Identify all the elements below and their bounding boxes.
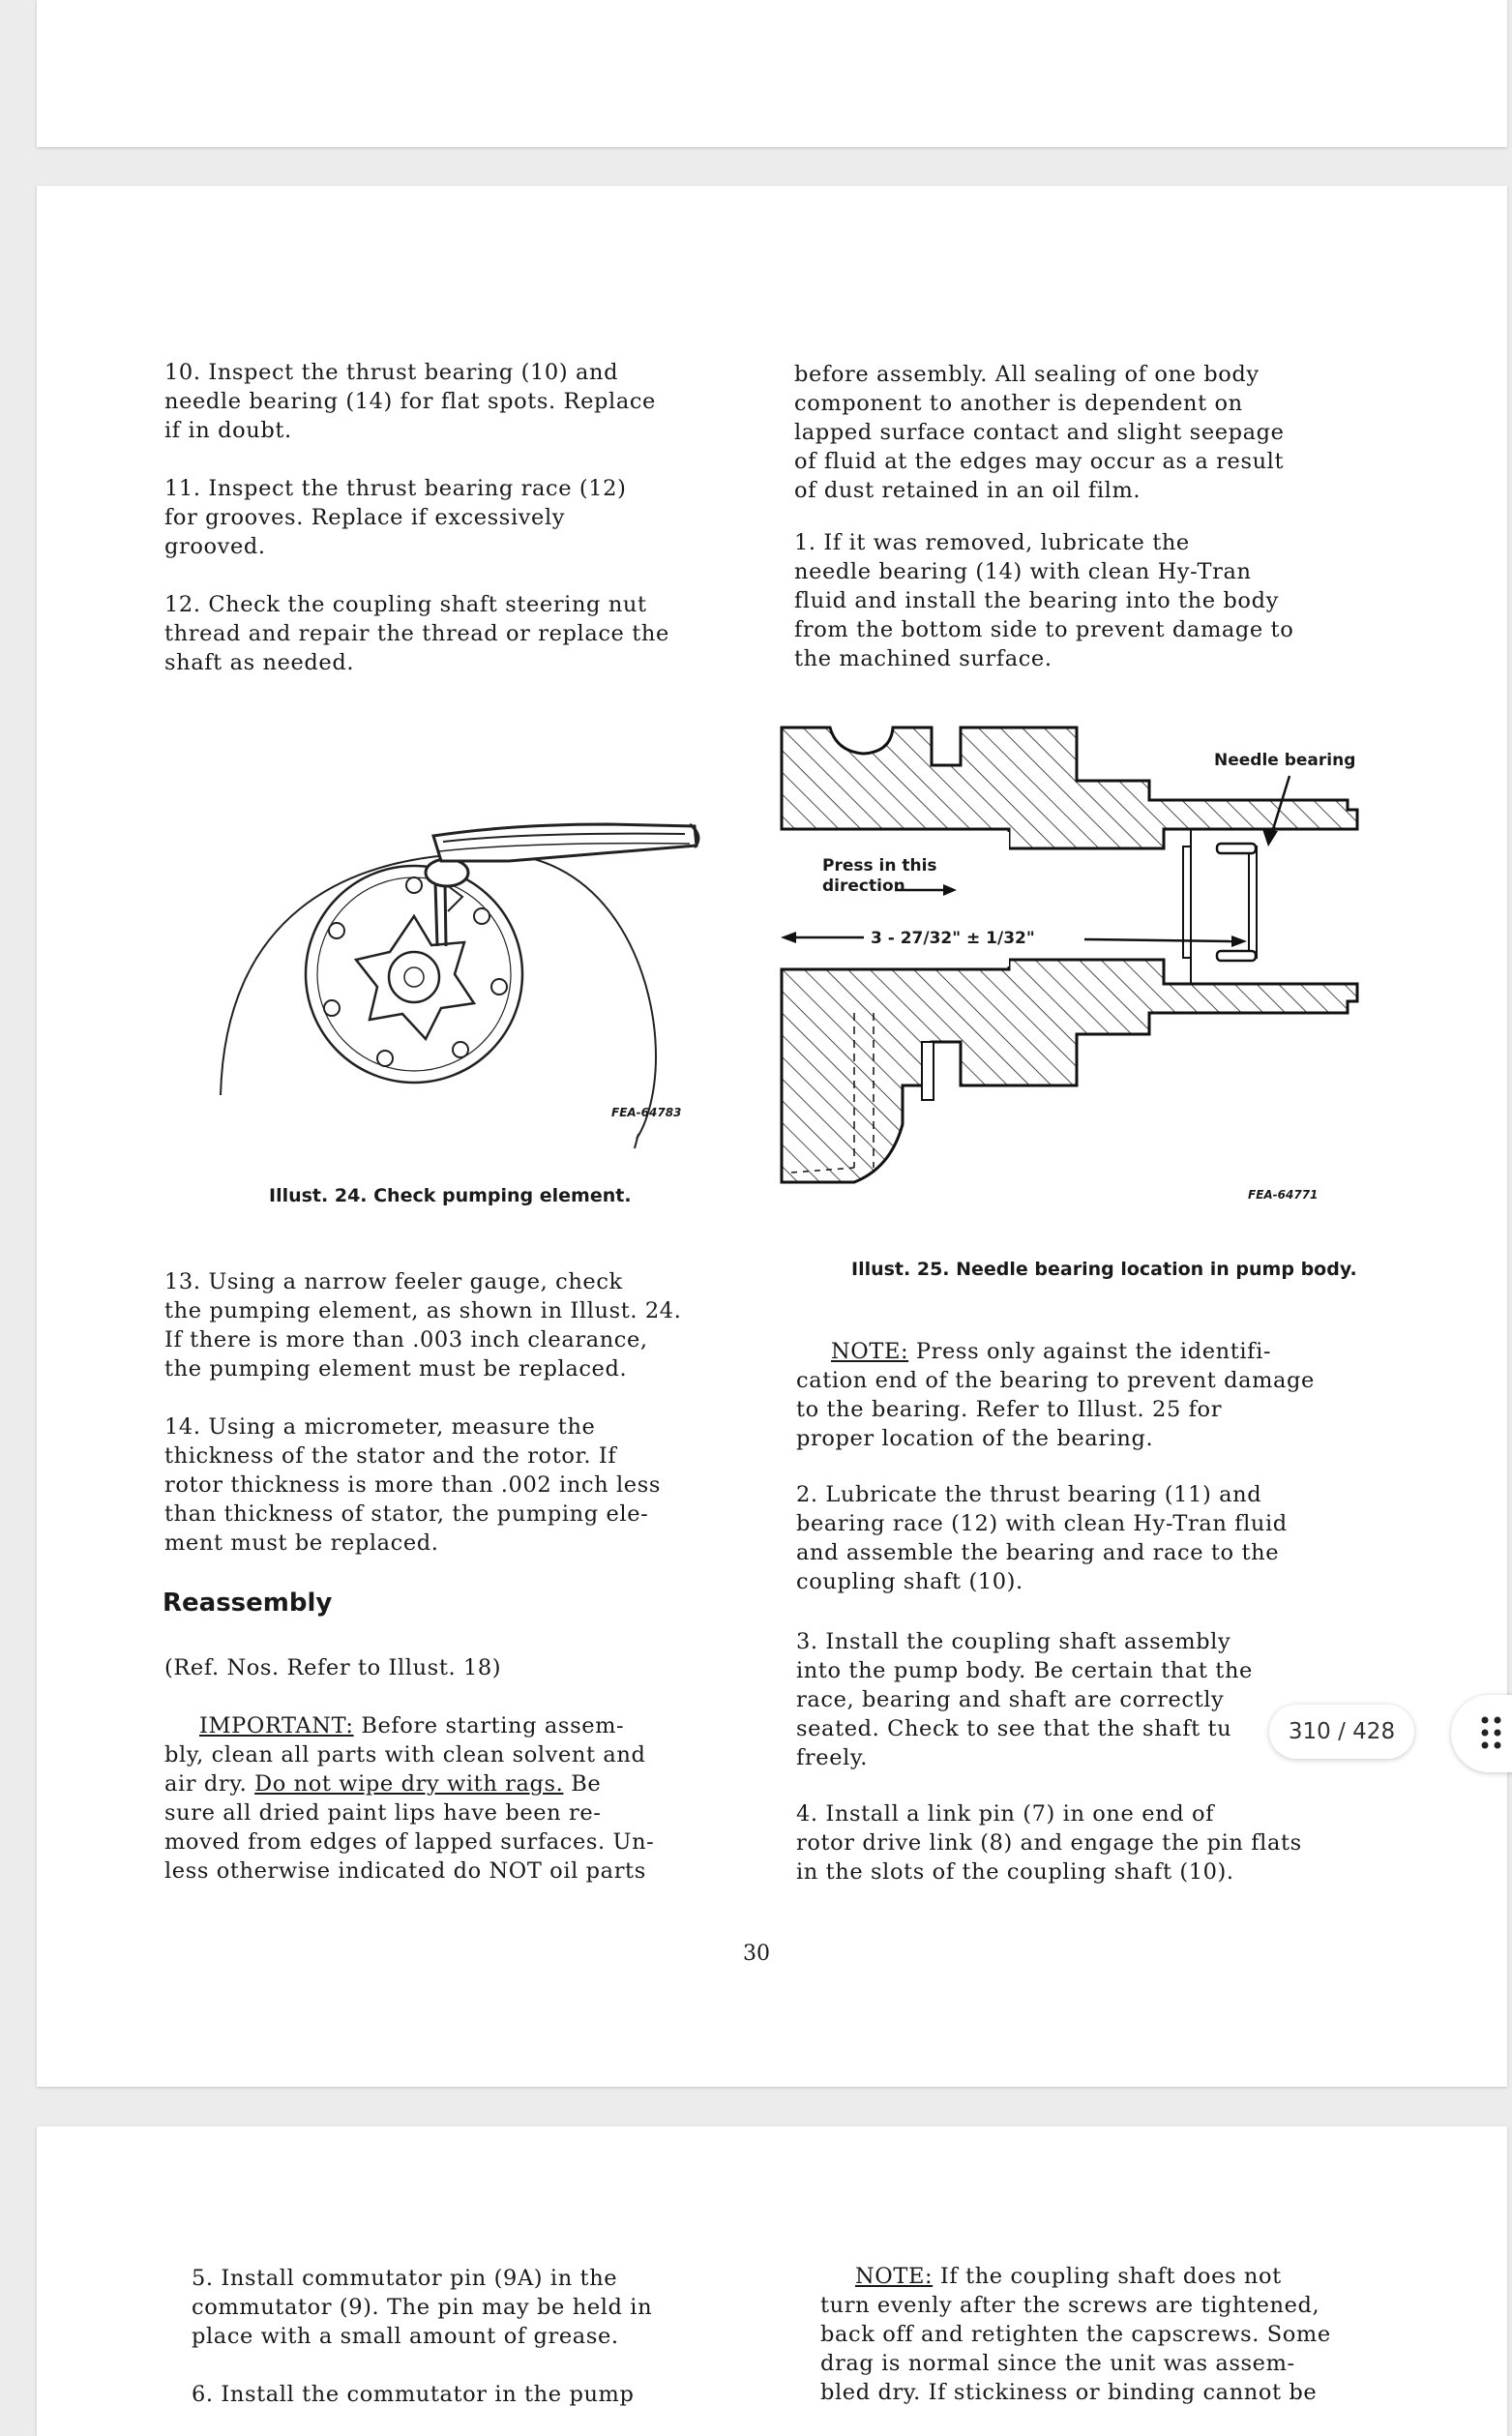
pumping-element-illustration bbox=[201, 728, 743, 1308]
paragraph-item-12: 12. Check the coupling shaft steering nut thread and repair the thread or replace the shaft as needed. bbox=[164, 592, 669, 675]
figure24-code: FEA-64783 bbox=[611, 1106, 682, 1119]
important-label: IMPORTANT: bbox=[199, 1713, 354, 1738]
document-page bbox=[37, 186, 1507, 2087]
figure25-code: FEA-64771 bbox=[1248, 1188, 1319, 1202]
next-note-paragraph: NOTE: If the coupling shaft does not turn evenly after the screws are tightened, back off and retighten the capscrews. Some drag is normal since the unit was assem- bled dry. If stickiness or binding cannot be bbox=[820, 2264, 1331, 2405]
paragraph-item-5: 5. Install commutator pin (9A) in the commutator (9). The pin may be held in place with a small amount of grease. bbox=[192, 2266, 653, 2349]
paragraph-item-14: 14. Using a micrometer, measure the thickness of the stator and the rotor. If rotor thickness is more than .002 inch less than thickness of stator, the pumping ele- ment must be replaced. bbox=[164, 1414, 661, 1556]
note-label: NOTE: bbox=[831, 1339, 909, 1364]
paragraph-intro: before assembly. All sealing of one body component to another is dependent on lapped surface contact and slight seepage of fluid at the edges may occur as a result of dust retained in an oil film. bbox=[794, 362, 1285, 503]
paragraph-item-6: 6. Install the commutator in the pump bbox=[192, 2382, 635, 2407]
paragraph-step-3: 3. Install the coupling shaft assembly into the pump body. Be certain that the race, bearing and shaft are correctly seated. Check to see that the shaft tu freely. bbox=[796, 1629, 1253, 1770]
important-underlined-text: Do not wipe dry with rags. bbox=[254, 1771, 564, 1797]
pump-body-cross-section bbox=[777, 723, 1406, 1221]
previous-page bbox=[37, 0, 1507, 147]
note-paragraph: NOTE: Press only against the identifi- cation end of the bearing to prevent damage to the bearing. Refer to Illust. 25 for proper location of the bearing. bbox=[796, 1339, 1315, 1451]
figure25-caption: Illust. 25. Needle bearing location in pump body. bbox=[851, 1259, 1357, 1280]
page-counter-text: 310 / 428 bbox=[1288, 1719, 1396, 1744]
drag-handle-icon[interactable] bbox=[1480, 1714, 1503, 1753]
page-counter bbox=[1269, 1705, 1414, 1759]
dimension-label: 3 - 27/32" ± 1/32" bbox=[871, 929, 1035, 948]
paragraph-step-1: 1. If it was removed, lubricate the needle bearing (14) with clean Hy-Tran fluid and install the bearing into the body from the bottom side to prevent damage to the machined surface. bbox=[794, 530, 1294, 671]
paragraph-item-13: 13. Using a narrow feeler gauge, check the pumping element, as shown in Illust. 24. If there is more than .003 inch clearance, the pumping element must be replaced. bbox=[164, 1269, 682, 1381]
paragraph-item-11: 11. Inspect the thrust bearing race (12) for grooves. Replace if excessively grooved. bbox=[164, 476, 627, 559]
needle-bearing-label: Needle bearing bbox=[1214, 751, 1356, 770]
reassembly-heading: Reassembly bbox=[163, 1589, 333, 1618]
paragraph-item-10: 10. Inspect the thrust bearing (10) and needle bearing (14) for flat spots. Replace if in doubt. bbox=[164, 360, 656, 443]
paragraph-step-2: 2. Lubricate the thrust bearing (11) and bearing race (12) with clean Hy-Tran fluid and assemble the bearing and race to the coupling shaft (10). bbox=[796, 1482, 1288, 1594]
paragraph-step-4: 4. Install a link pin (7) in one end of rotor drive link (8) and engage the pin flats in the slots of the coupling shaft (10). bbox=[796, 1801, 1302, 1885]
next-page bbox=[37, 2126, 1507, 2436]
figure24-caption: Illust. 24. Check pumping element. bbox=[269, 1185, 632, 1206]
press-direction-label: Press in this direction bbox=[822, 856, 937, 896]
next-note-label: NOTE: bbox=[855, 2264, 934, 2289]
reference-note: (Ref. Nos. Refer to Illust. 18) bbox=[164, 1655, 502, 1680]
important-paragraph: IMPORTANT: Before starting assem- bly, clean all parts with clean solvent and air dry. Do not wipe dry with rags. Be sure all dried paint lips have been re- moved from edges of lapped surfaces. Un- less otherwise indicated do NOT oil parts bbox=[164, 1713, 655, 1884]
page-number: 30 bbox=[743, 1942, 770, 1966]
